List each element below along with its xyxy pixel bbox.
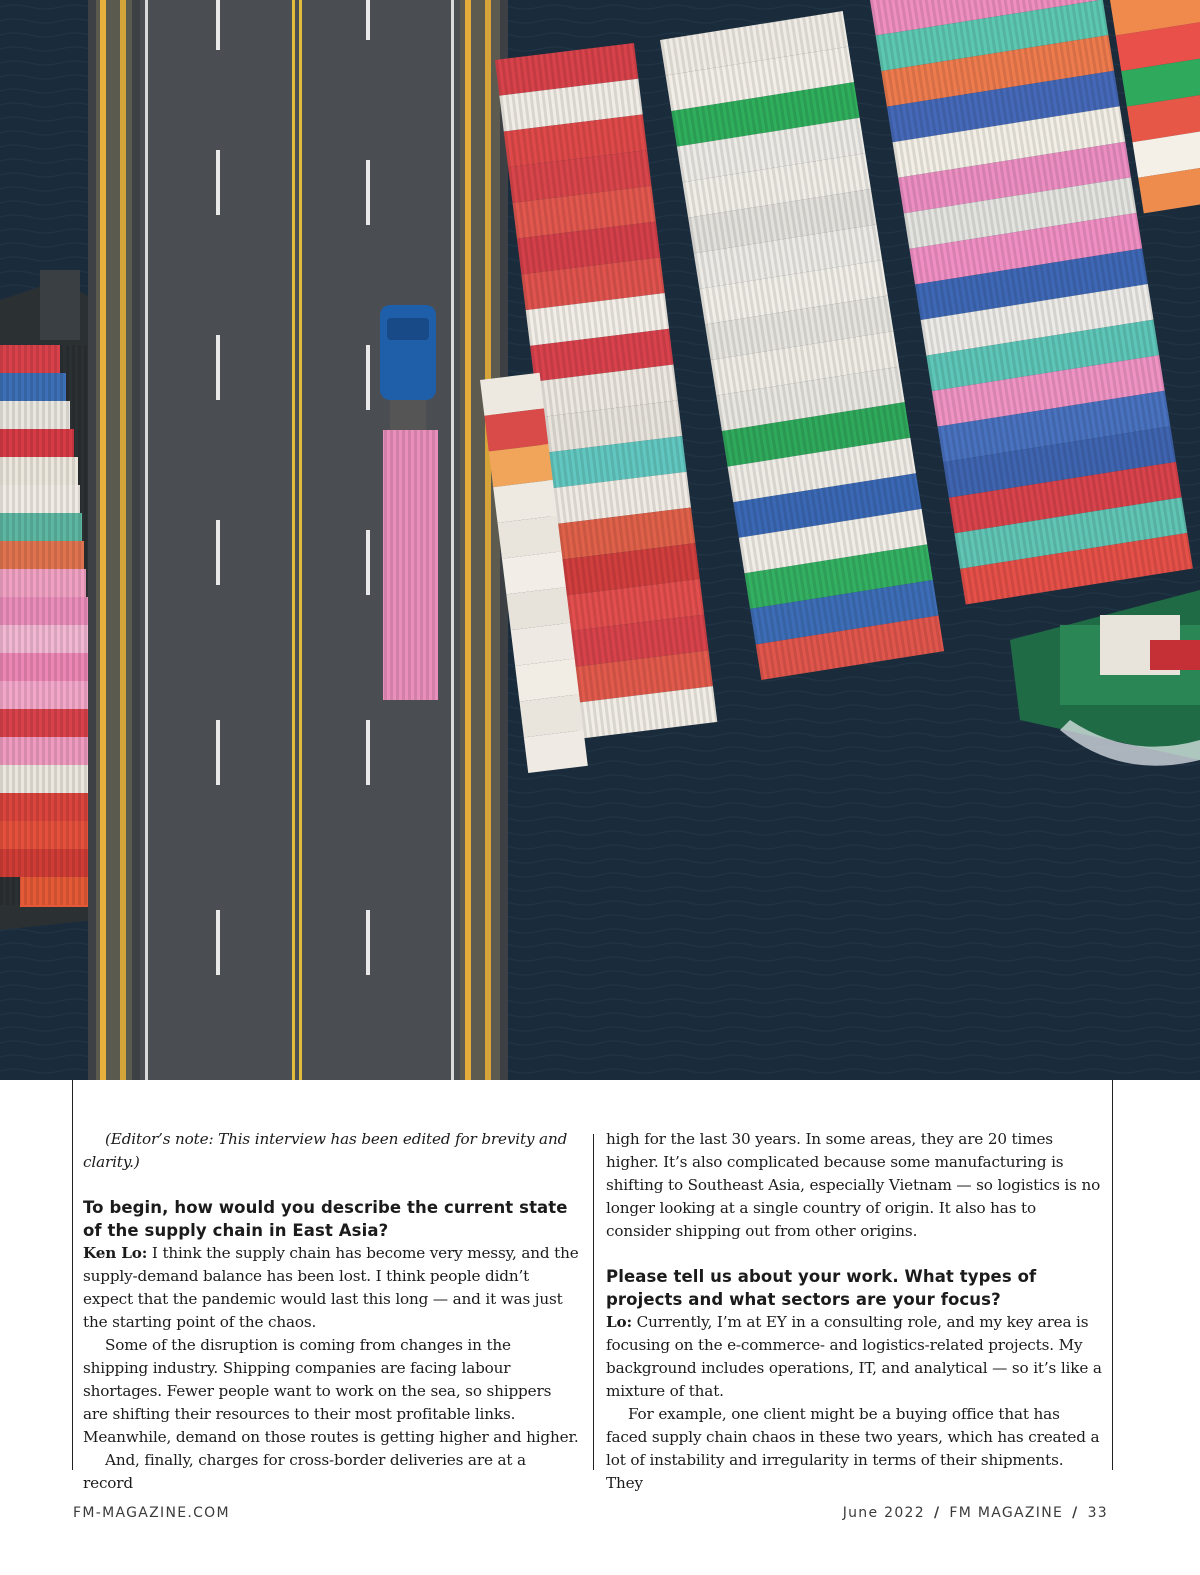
question-heading: Please tell us about your work. What types of projects and what sectors are your focus? bbox=[606, 1267, 1037, 1309]
body-paragraph: And, finally, charges for cross-border deliveries are at a record bbox=[83, 1451, 526, 1492]
publication-name: FM MAGAZINE bbox=[949, 1505, 1064, 1521]
container-ship bbox=[480, 0, 1200, 773]
article-column-right bbox=[606, 1128, 1103, 1495]
frame-left-rule bbox=[72, 1080, 73, 1470]
page-number: 33 bbox=[1087, 1505, 1108, 1521]
question-heading: To begin, how would you describe the current state of the supply chain in East Asia? bbox=[83, 1198, 568, 1240]
truck bbox=[380, 305, 438, 700]
speaker-name: Lo: bbox=[606, 1313, 632, 1331]
issue-date: June 2022 bbox=[842, 1505, 925, 1521]
footer-separator: / bbox=[1072, 1505, 1079, 1521]
footer-site-link[interactable]: FM-MAGAZINE.COM bbox=[73, 1505, 230, 1521]
frame-right-rule bbox=[1112, 1080, 1113, 1470]
editor-note: (Editor’s note: This interview has been edited for brevity and clarity.) bbox=[83, 1130, 568, 1171]
answer-paragraph bbox=[83, 1242, 580, 1334]
article-column-left bbox=[83, 1128, 580, 1495]
body-paragraph: For example, one client might be a buying office that has faced supply chain chaos in these two years, which has created a lot of instability and irregularity in terms of their shipments. They bbox=[606, 1405, 1100, 1492]
footer-separator: / bbox=[933, 1505, 941, 1521]
column-divider bbox=[593, 1134, 594, 1470]
answer-paragraph bbox=[606, 1311, 1103, 1403]
answer-text: I think the supply chain has become very messy, and the supply-demand balance has been lost. I think people didn’t expect that the pandemic would last this long — and it was just the starting point of the chaos. bbox=[83, 1244, 579, 1331]
speaker-name: Ken Lo: bbox=[83, 1244, 148, 1262]
highway-bridge bbox=[88, 0, 508, 1080]
body-paragraph-continued: high for the last 30 years. In some areas, they are 20 times higher. It’s also complicated because some manufacturing is shifting to Southeast Asia, especially Vietnam — so logistics is no longer looking at a single country of origin. It also has to consider shipping out from other origins. bbox=[606, 1130, 1101, 1240]
body-paragraph: Some of the disruption is coming from changes in the shipping industry. Shipping companies are facing labour shortages. Fewer people want to work on the sea, so shippers are shifting their resources to their most profitable links. Meanwhile, demand on those routes is getting higher and higher. bbox=[83, 1336, 579, 1446]
footer-issue-info bbox=[843, 1505, 1108, 1521]
left-ship bbox=[0, 270, 95, 930]
answer-text: Currently, I’m at EY in a consulting role, and my key area is focusing on the e-commerce- and logistics-related projects. My background includes operations, IT, and analytical — so it’s like a mixture of that. bbox=[606, 1313, 1102, 1400]
